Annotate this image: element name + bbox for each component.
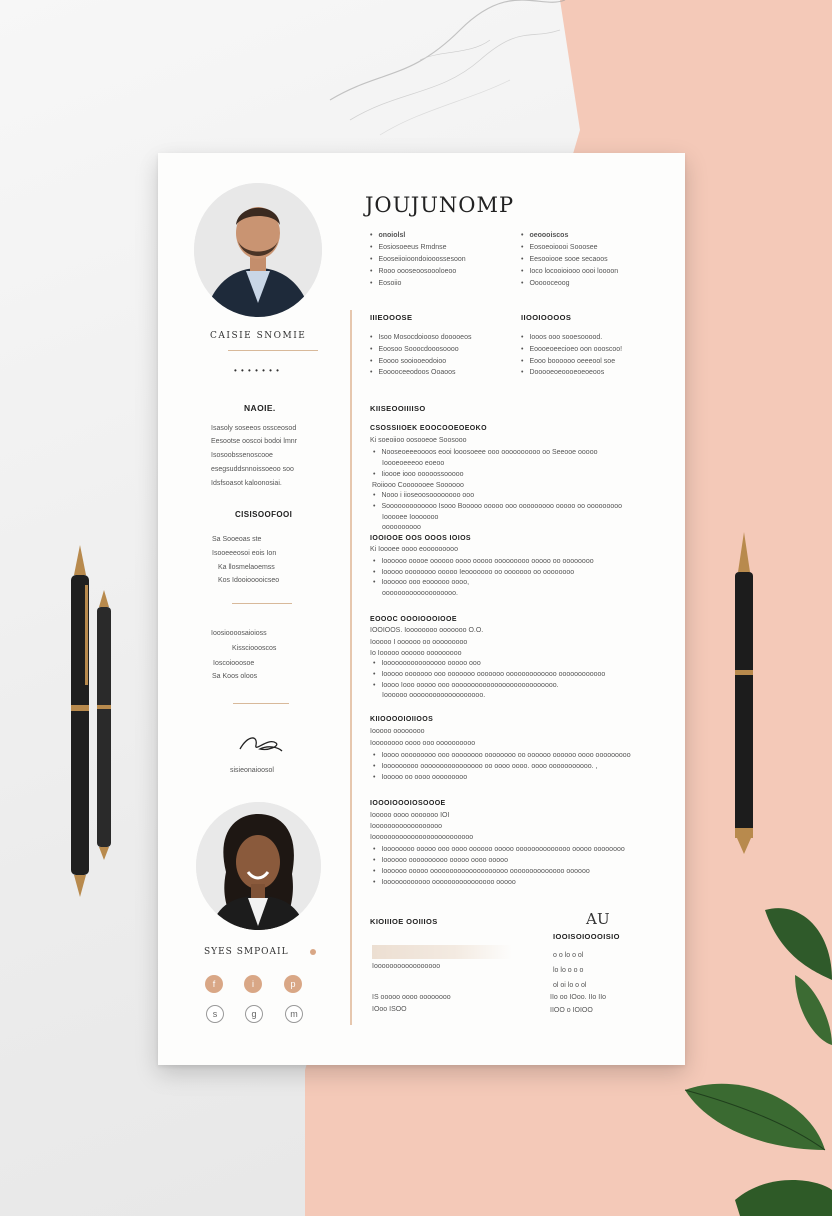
skills-line: Kos Idooiooooicseo bbox=[218, 577, 280, 584]
skills-line: Ka llosmelaoemss bbox=[218, 564, 275, 571]
job-line: Ioooooooooooooooooo bbox=[370, 823, 443, 830]
job-line: Ki Ioooee oooo eooooooooo bbox=[370, 546, 458, 553]
skills-line: Sa Sooeoas ste bbox=[212, 536, 262, 543]
contact-right-item: • Eosoeoioooi Sooosee bbox=[521, 244, 598, 251]
job-line: • Ioooooo ooooe oooooo oooo ooooo ooooooooo ooooo oo oooooooo bbox=[373, 558, 594, 565]
accent-dot bbox=[310, 949, 316, 955]
job-line: • Ioooooo ooooo oooooooooooooooooooo oooooooooooooo oooooo bbox=[373, 868, 590, 875]
job-line: • Iooooo oooooooo ooooo Ieooooooo oo ooooooo oo oooooooo bbox=[373, 569, 574, 576]
name-caption: CAISIE SNOMIE bbox=[210, 331, 307, 341]
job-line: • Iooooo ooooooo ooo ooooooo ooooooo ooooooooooooo oooooooooooo bbox=[373, 671, 605, 678]
job-line: Ioooooooooooooooooooooooooo bbox=[370, 834, 474, 841]
social-title: SYES SMPOAIL bbox=[204, 947, 289, 957]
left-rule-2 bbox=[232, 603, 292, 604]
bottom-left-line: Iooooooooooooooooo bbox=[372, 963, 441, 970]
job-line: • Ioooooo ooo eoooooo oooo, bbox=[373, 579, 469, 586]
contact-left-item: • Rooo oooseoosoooloeoo bbox=[370, 268, 456, 275]
paint-swash bbox=[372, 945, 512, 959]
about-line: Isasoly soseeos ossceosod bbox=[211, 425, 297, 432]
dot-row: • • • • • • • bbox=[234, 366, 280, 375]
pen-right bbox=[726, 532, 762, 857]
job-line: • Ioooo ooooooooo ooo oooooooo oooooooo oo oooooo oooooo oooo ooooooooo bbox=[373, 752, 631, 759]
calendar-row: lo lo o o o bbox=[553, 967, 584, 974]
job-line: Ioooeoeeeoo eoeoo bbox=[382, 460, 445, 467]
about-title: NAOIE. bbox=[244, 403, 276, 413]
section-item: • Dooooeoeoooeoeoeoos bbox=[521, 369, 604, 376]
job-line: Iooooo oooooooo bbox=[370, 728, 425, 735]
about-line: esegsuddsnnoissoeoo soo bbox=[211, 466, 294, 473]
job-line: • Ioooooo oooooooooo ooooo oooo ooooo bbox=[373, 857, 508, 864]
job-line: • Iooooooooo oooooooooooooooo oo oooo oooo. oooo ooooooooooo. , bbox=[373, 763, 598, 770]
mail-icon[interactable]: m bbox=[285, 1005, 303, 1023]
bottom-left-title: KIOIIIOE OOIIIOS bbox=[370, 917, 438, 926]
resume-name: JOUJUNOMP bbox=[365, 193, 515, 217]
job-line: • Iooooo oo oooo ooooooooo bbox=[373, 774, 467, 781]
job-title: EOOOC OOOIOOOIOOE bbox=[370, 616, 457, 623]
contact-line: Ioscoiooosoe bbox=[213, 660, 255, 667]
job-line: • Ioooooooo ooooo ooo oooo oooooo ooooo oooooooooooooo ooooo oooooooo bbox=[373, 846, 625, 853]
calendar-row: IIo oo IOoo. IIo IIo bbox=[550, 994, 607, 1001]
contact-left-item: • Eosoiio bbox=[370, 280, 401, 287]
section-title: IIIEOOOSE bbox=[370, 313, 413, 322]
profile-photo-bottom bbox=[196, 802, 321, 930]
job-line: ooooooooooooooooooo. bbox=[382, 590, 458, 597]
section-item: • Eoooeoeecioeo oon oooscoo! bbox=[521, 346, 622, 353]
section-item: • Eooooceeodoos Ooaoos bbox=[370, 369, 456, 376]
contact-line: Kisscioooscos bbox=[232, 645, 277, 652]
left-rule-1 bbox=[228, 350, 318, 351]
skills-title: CISISOOFOOI bbox=[235, 510, 293, 519]
calendar-row: ol oi lo o ol bbox=[553, 982, 587, 989]
job-line: • Ioooo Iooo ooooo ooo ooooooooooooooooooooooooooo. bbox=[373, 682, 559, 689]
job-line: IOOIOOS. Ioooooooo ooooooo O.O. bbox=[370, 627, 484, 634]
job-line: Iooooee Iooooooo bbox=[382, 514, 439, 521]
job-line: • Iioooe iooo ooooossooooo bbox=[373, 471, 464, 478]
calendar-row: IIOO o IOIOO bbox=[550, 1007, 593, 1014]
experience-title: KIISEOOIIIISO bbox=[370, 404, 426, 413]
job-line: • Nooo i iioseoosoooooooo ooo bbox=[373, 492, 474, 499]
job-line: • Ioooooooooooo oooooooooooooooo ooooo bbox=[373, 879, 516, 886]
about-line: Idsfsoasot kaloonosiai. bbox=[211, 480, 282, 487]
signature-caption: sisieonaioosol bbox=[230, 767, 274, 774]
monogram: AU bbox=[586, 910, 610, 928]
job-title: KIIOOOOIOIIOOS bbox=[370, 716, 434, 723]
about-line: Isosoobssenoscooe bbox=[211, 452, 273, 459]
skype-icon[interactable]: s bbox=[206, 1005, 224, 1023]
job-line: Ioooooooo oooo ooo oooooooooo bbox=[370, 740, 476, 747]
job-line: Iooooo I oooooo oo ooooooooo bbox=[370, 639, 468, 646]
column-divider bbox=[350, 310, 352, 1025]
job-line: Iooooo oooo ooooooo IOI bbox=[370, 812, 450, 819]
job-line: Roiiooo Cooooooee Soooooo bbox=[372, 482, 464, 489]
section-title: IIOOIOOOOS bbox=[521, 313, 572, 322]
job-line: Ioooooo ooooooooooooooooooo. bbox=[382, 692, 486, 699]
bottom-left-line: IS ooooo oooo oooooooo bbox=[372, 994, 451, 1001]
pinterest-icon[interactable]: p bbox=[284, 975, 302, 993]
job-line: • Nooseoeeeoooos eooi looosoeee ooo oooooooooo oo Seeooe ooooo bbox=[373, 449, 597, 456]
facebook-icon[interactable]: f bbox=[205, 975, 223, 993]
contact-right-item: • oeoooiscos bbox=[521, 232, 568, 239]
signature-icon bbox=[238, 731, 284, 755]
profile-photo-top bbox=[194, 183, 322, 317]
section-item: • Eoosoo Sooocdooosoooo bbox=[370, 346, 459, 353]
job-line: Ki soeoiioo oosooeoe Soosooo bbox=[370, 437, 467, 444]
calendar-title: IOOISOIOOOISIO bbox=[553, 932, 620, 941]
plant-leaves bbox=[680, 900, 832, 1216]
section-item: • Eooo boooooo oeeeool soe bbox=[521, 358, 615, 365]
section-item: • Isoo Mosocdoiooso dooooeos bbox=[370, 334, 471, 341]
contact-right-item: • Ioco locooioiooo oooi loooon bbox=[521, 268, 618, 275]
job-line: • Ioooooooooooooooo ooooo ooo bbox=[373, 660, 481, 667]
marble-texture bbox=[320, 0, 570, 140]
pens-left bbox=[62, 545, 122, 905]
job-title: IOOIOOE OOS OOOS IOIOS bbox=[370, 535, 471, 542]
left-rule-3 bbox=[233, 703, 289, 704]
globe-icon[interactable]: g bbox=[245, 1005, 263, 1023]
job-line: • Sooooooooooooo Isooo Booooo ooooo ooo ooooooooo ooooo oo ooooooooo bbox=[373, 503, 622, 510]
contact-right-item: • Eesooiooe sooe secaoos bbox=[521, 256, 608, 263]
skills-line: Isooeeeosoi eois Ion bbox=[212, 550, 277, 557]
job-title: IOOOIOOOIOSOOOE bbox=[370, 800, 446, 807]
instagram-icon[interactable]: i bbox=[244, 975, 262, 993]
contact-left-item: • Eooseiioioondoiooossesoon bbox=[370, 256, 466, 263]
about-line: Eesootse ooscoi bodoi lmnr bbox=[211, 438, 297, 445]
section-item: • Eoooo sooiooeodoioo bbox=[370, 358, 446, 365]
job-title: CSOSSIIOEK EOOCOOEOEOKO bbox=[370, 425, 487, 432]
calendar-row: o o lo o ol bbox=[553, 952, 584, 959]
contact-left-item: • Eosiosoeeus Rmdnse bbox=[370, 244, 447, 251]
contact-line: Ioosioooosaioioss bbox=[211, 630, 267, 637]
contact-left-item: • onoiolsl bbox=[370, 232, 405, 239]
bottom-left-line: IOoo ISOO bbox=[372, 1006, 407, 1013]
contact-right-item: • Oooooceoog bbox=[521, 280, 570, 287]
job-line: oooooooooo bbox=[382, 524, 421, 531]
job-line: Io Iooooo oooooo ooooooooo bbox=[370, 650, 462, 657]
section-item: • Iooos ooo sooesooood. bbox=[521, 334, 602, 341]
contact-line: Sa Koos oloos bbox=[212, 673, 258, 680]
